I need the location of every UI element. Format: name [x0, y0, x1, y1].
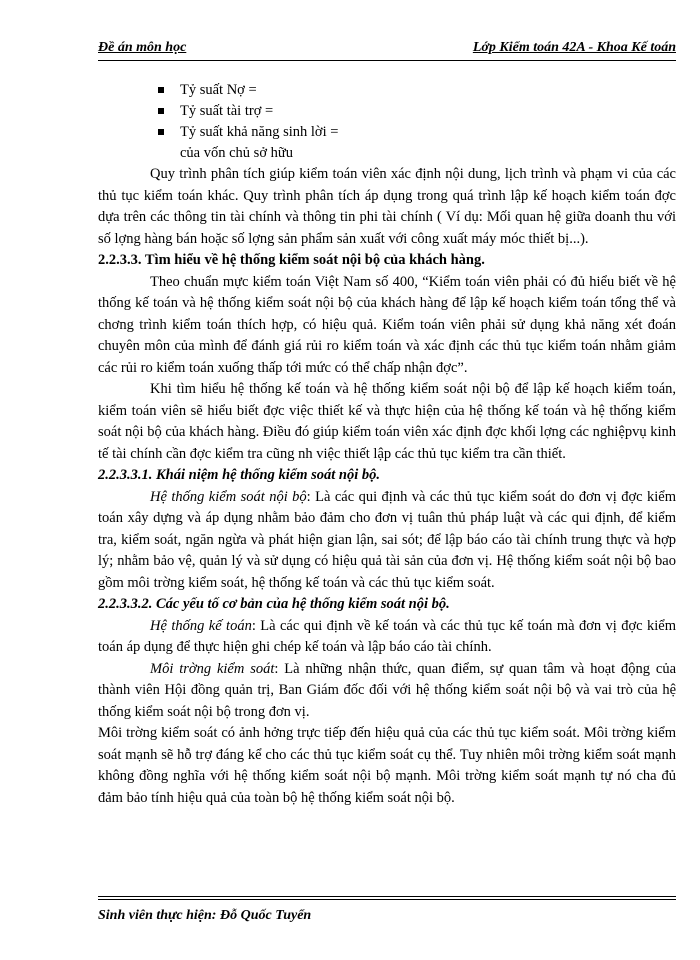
paragraph: Khi tìm hiểu hệ thống kế toán và hệ thống kiểm soát nội bộ để lập kế hoạch kiểm toán, kiểm toán viên sẽ hiểu biết đợc việc thiết kế và thực hiện của hệ thống kế toán và hệ thống kiểm soát nội bộ của khách hàng. Điều đó giúp kiểm toán viên xác định đợc khối lợng các nghiệpvụ kinh tế tài chính cần đợc kiểm tra cũng nh việc thiết lập các thủ tục kiểm tra cần thiết. — [98, 381, 676, 462]
page-header — [98, 40, 676, 58]
bullet-icon — [158, 108, 164, 114]
paragraph: Quy trình phân tích giúp kiểm toán viên xác định nội dung, lịch trình và phạm vi của các thủ tục kiểm toán khác. Quy trình phân tích áp dụng trong quá trình lập kế hoạch kiểm toán đợc dựa trên các thông tin tài chính và thông tin phi tài chính ( Ví dụ: Mối quan hệ giữa doanh thu với số lợng hàng bán hoặc số lợng sản phẩm sản xuất với công xuất máy móc thiết bị...). — [98, 166, 676, 247]
paragraph: Môi trờng kiểm soát: Là những nhận thức, quan điểm, sự quan tâm và hoạt động của thành viên Hội đồng quản trị, Ban Giám đốc đối với hệ thống kiểm soát nội bộ và vai trò của hệ thống kiểm soát nội bộ trong đơn vị. — [98, 660, 677, 720]
header-rule — [98, 60, 676, 61]
list-item: Tỷ suất khả năng sinh lời = — [158, 122, 676, 143]
footer-rule — [98, 899, 676, 900]
footer-rule — [98, 896, 676, 897]
bullet-icon — [158, 87, 164, 93]
header-course: Đề án môn học — [98, 40, 187, 55]
list-item: Tỷ suất tài trợ = — [158, 101, 676, 122]
term: Hệ thống kiểm soát nội bộ — [150, 488, 307, 505]
section-heading: 2.2.3.3. Tìm hiểu về hệ thống kiểm soát nội bộ của khách hàng. — [98, 252, 485, 268]
subsection-heading: 2.2.3.3.1. Khái niệm hệ thống kiểm soát nội bộ. — [98, 467, 380, 483]
subsection-heading: 2.2.3.3.2. Các yếu tố cơ bản của hệ thống kiểm soát nội bộ. — [98, 596, 450, 612]
term: Hệ thống kế toán — [150, 617, 252, 634]
header-class: Lớp Kiểm toán 42A - Khoa Kế toán — [472, 40, 676, 55]
page-footer: Sinh viên thực hiện: Đỗ Quốc Tuyển — [98, 908, 312, 923]
list-item-continuation: của vốn chủ sở hữu — [180, 145, 293, 161]
term: Môi trờng kiểm soát — [150, 660, 275, 677]
ratio-list — [158, 80, 676, 143]
list-item: Tỷ suất Nợ = — [158, 80, 676, 101]
paragraph: Theo chuẩn mực kiểm toán Việt Nam số 400, “Kiểm toán viên phải có đủ hiểu biết về hệ thống kế toán và hệ thống kiểm soát nội bộ của khách hàng để lập kế hoạch kiểm toán tổng thể và chơng trình kiểm toán thích hợp, có hiệu quả. Kiểm toán viên phải sử dụng khả năng xét đoán chuyên môn của mình để đánh giá rủi ro kiểm toán và xác định các thủ tục kiểm toán nhằm giảm các rủi ro kiểm toán xuống thấp tới mức có thể chấp nhận đợc”. — [98, 273, 676, 376]
bullet-icon — [158, 129, 164, 135]
paragraph: Hệ thống kiểm soát nội bộ: Là các qui định và các thủ tục kiểm soát do đơn vị đợc kiểm toán xây dựng và áp dụng nhằm bảo đảm cho đơn vị tuân thủ pháp luật và các qui định, để kiểm tra, kiểm soát, ngăn ngừa và phát hiện gian lận, sai sót; để lập báo cáo tài chính trung thực và hợp lý; nhằm bảo vệ, quản lý và sử dụng có hiệu quả tài sản của đơn vị. Hệ thống kiểm soát nội bộ bao gồm môi trờng kiểm soát, hệ thống kế toán và các thủ tục kiểm soát. — [98, 488, 676, 591]
page-body — [98, 80, 676, 809]
paragraph: Hệ thống kế toán: Là các qui định về kế toán và các thủ tục kế toán mà đơn vị đợc kiểm toán áp dụng để thực hiện ghi chép kế toán và lập báo cáo tài chính. — [98, 617, 676, 655]
paragraph: Môi trờng kiểm soát có ảnh hởng trực tiếp đến hiệu quả của các thủ tục kiểm soát. Môi trờng kiểm soát mạnh sẽ hỗ trợ đáng kể cho các thủ tục kiểm soát cụ thể. Tuy nhiên môi trờng kiểm soát mạnh không đồng nghĩa với hệ thống kiểm soát nội bộ mạnh. Môi trờng kiểm soát mạnh tự nó cha đủ đảm bảo tính hiệu quả của toàn bộ hệ thống kiểm soát nội bộ. — [98, 725, 676, 806]
